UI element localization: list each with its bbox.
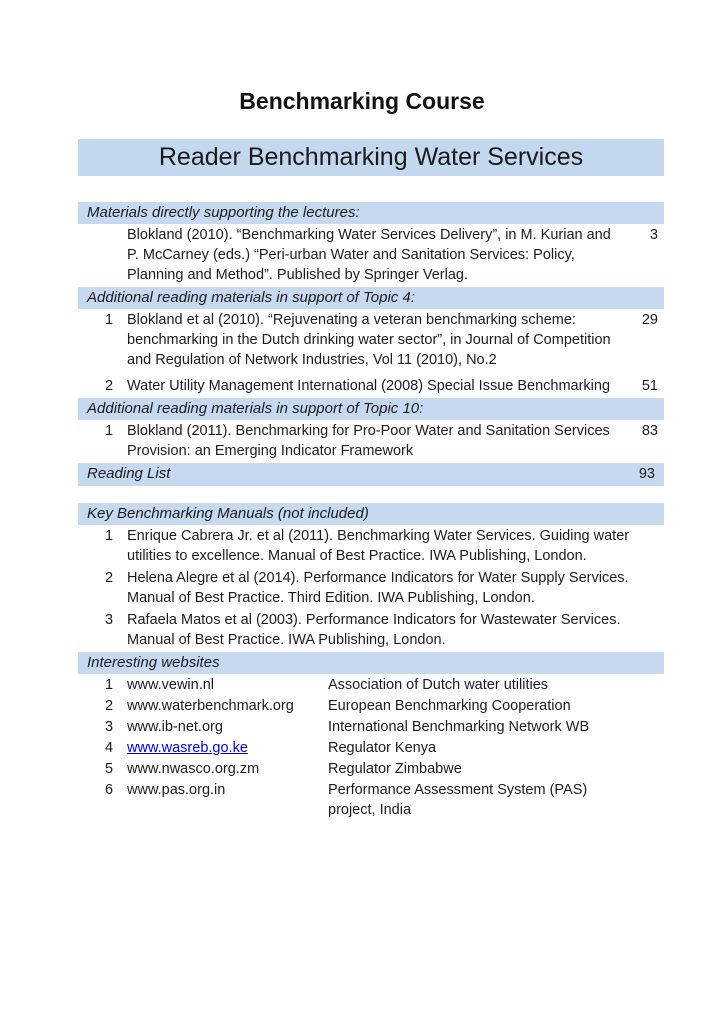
section-header-label: Interesting websites bbox=[87, 654, 220, 671]
row-number: 2 bbox=[105, 698, 114, 714]
section-header-topic-4 bbox=[78, 287, 664, 309]
row-number: 1 bbox=[105, 677, 114, 693]
website-url: www.vewin.nl bbox=[127, 677, 215, 693]
entry-number: 1 bbox=[105, 423, 114, 439]
section-header-topic-10 bbox=[78, 398, 664, 420]
entry-text: Blokland (2010). “Benchmarking Water Services Delivery”, in M. Kurian and P. McCarney (eds.) “Peri-urban Water and Sanitation Services: Policy, Planning and Method”. Published by Springer Verlag. bbox=[127, 227, 611, 283]
row-number: 3 bbox=[105, 719, 114, 735]
website-description: European Benchmarking Cooperation bbox=[328, 698, 571, 714]
entry-page-number: 83 bbox=[641, 423, 658, 439]
section-header-label: Materials directly supporting the lectures: bbox=[87, 204, 360, 221]
entry-number: 2 bbox=[105, 378, 114, 394]
entry-text: Enrique Cabrera Jr. et al (2011). Benchmarking Water Services. Guiding water utilities to excellence. Manual of Best Practice. IWA Publishing, London. bbox=[127, 528, 630, 564]
manual-entry bbox=[78, 568, 664, 608]
row-number: 4 bbox=[105, 740, 114, 756]
entry-text: Blokland et al (2010). “Rejuvenating a veteran benchmarking scheme: benchmarking in the Dutch drinking water sector”, in Journal of Competition and Regulation of Network Industries, Vol 11 (2010), No.2 bbox=[127, 312, 611, 368]
manual-entry bbox=[78, 526, 664, 566]
entry-text: Water Utility Management International (2008) Special Issue Benchmarking bbox=[127, 378, 611, 394]
section-header-manuals bbox=[78, 503, 664, 525]
wasreb-link[interactable]: www.wasreb.go.ke bbox=[127, 740, 248, 756]
website-row bbox=[78, 717, 664, 737]
entry-page-number: 3 bbox=[649, 227, 658, 243]
website-url: www.ib-net.org bbox=[127, 719, 223, 735]
entry-number: 2 bbox=[105, 570, 114, 586]
banner-title: Reader Benchmarking Water Services bbox=[158, 143, 584, 171]
entry-number: 3 bbox=[105, 612, 114, 628]
entry-text: Rafaela Matos et al (2003). Performance Indicators for Wastewater Services. Manual of Best Practice. IWA Publishing, London. bbox=[127, 612, 621, 648]
website-description: Regulator Kenya bbox=[328, 740, 437, 756]
website-row bbox=[78, 780, 664, 820]
section-header-websites bbox=[78, 652, 664, 674]
website-row bbox=[78, 738, 664, 758]
website-description: International Benchmarking Network WB bbox=[328, 719, 590, 735]
entry-text: Blokland (2011). Benchmarking for Pro-Poor Water and Sanitation Services Provision: an Emerging Indicator Framework bbox=[127, 423, 610, 459]
reader-banner bbox=[78, 139, 664, 176]
toc-entry bbox=[78, 376, 664, 396]
entry-number: 1 bbox=[105, 528, 114, 544]
website-description: Association of Dutch water utilities bbox=[328, 677, 549, 693]
row-number: 5 bbox=[105, 761, 114, 777]
entry-number: 1 bbox=[105, 312, 114, 328]
toc-entry bbox=[78, 421, 664, 461]
section-header-lectures bbox=[78, 202, 664, 224]
entry-page-number: 29 bbox=[641, 312, 658, 328]
section-page-number: 93 bbox=[638, 466, 655, 482]
website-row bbox=[78, 696, 664, 716]
page-title: Benchmarking Course bbox=[239, 88, 485, 114]
website-row bbox=[78, 759, 664, 779]
section-header-label: Additional reading materials in support of Topic 10: bbox=[87, 400, 424, 417]
section-header-label: Additional reading materials in support of Topic 4: bbox=[87, 289, 415, 306]
website-url: www.waterbenchmark.org bbox=[127, 698, 294, 714]
section-header-reading-list bbox=[78, 463, 664, 486]
section-gap bbox=[78, 486, 664, 502]
entry-text: Helena Alegre et al (2014). Performance Indicators for Water Supply Services. Manual of Best Practice. Third Edition. IWA Publishing, London. bbox=[127, 570, 629, 606]
website-url: www.pas.org.in bbox=[127, 782, 226, 798]
manual-entry bbox=[78, 610, 664, 650]
section-header-label: Reading List bbox=[87, 465, 171, 482]
entry-page-number: 51 bbox=[641, 378, 658, 394]
toc-entry bbox=[78, 310, 664, 370]
website-description: Regulator Zimbabwe bbox=[328, 761, 462, 777]
toc-entry bbox=[78, 225, 664, 285]
section-header-label: Key Benchmarking Manuals (not included) bbox=[87, 505, 369, 522]
website-row bbox=[78, 675, 664, 695]
row-number: 6 bbox=[105, 782, 114, 798]
toc-content bbox=[78, 202, 664, 820]
website-url: www.nwasco.org.zm bbox=[127, 761, 260, 777]
website-description: Performance Assessment System (PAS) project, India bbox=[328, 782, 588, 818]
